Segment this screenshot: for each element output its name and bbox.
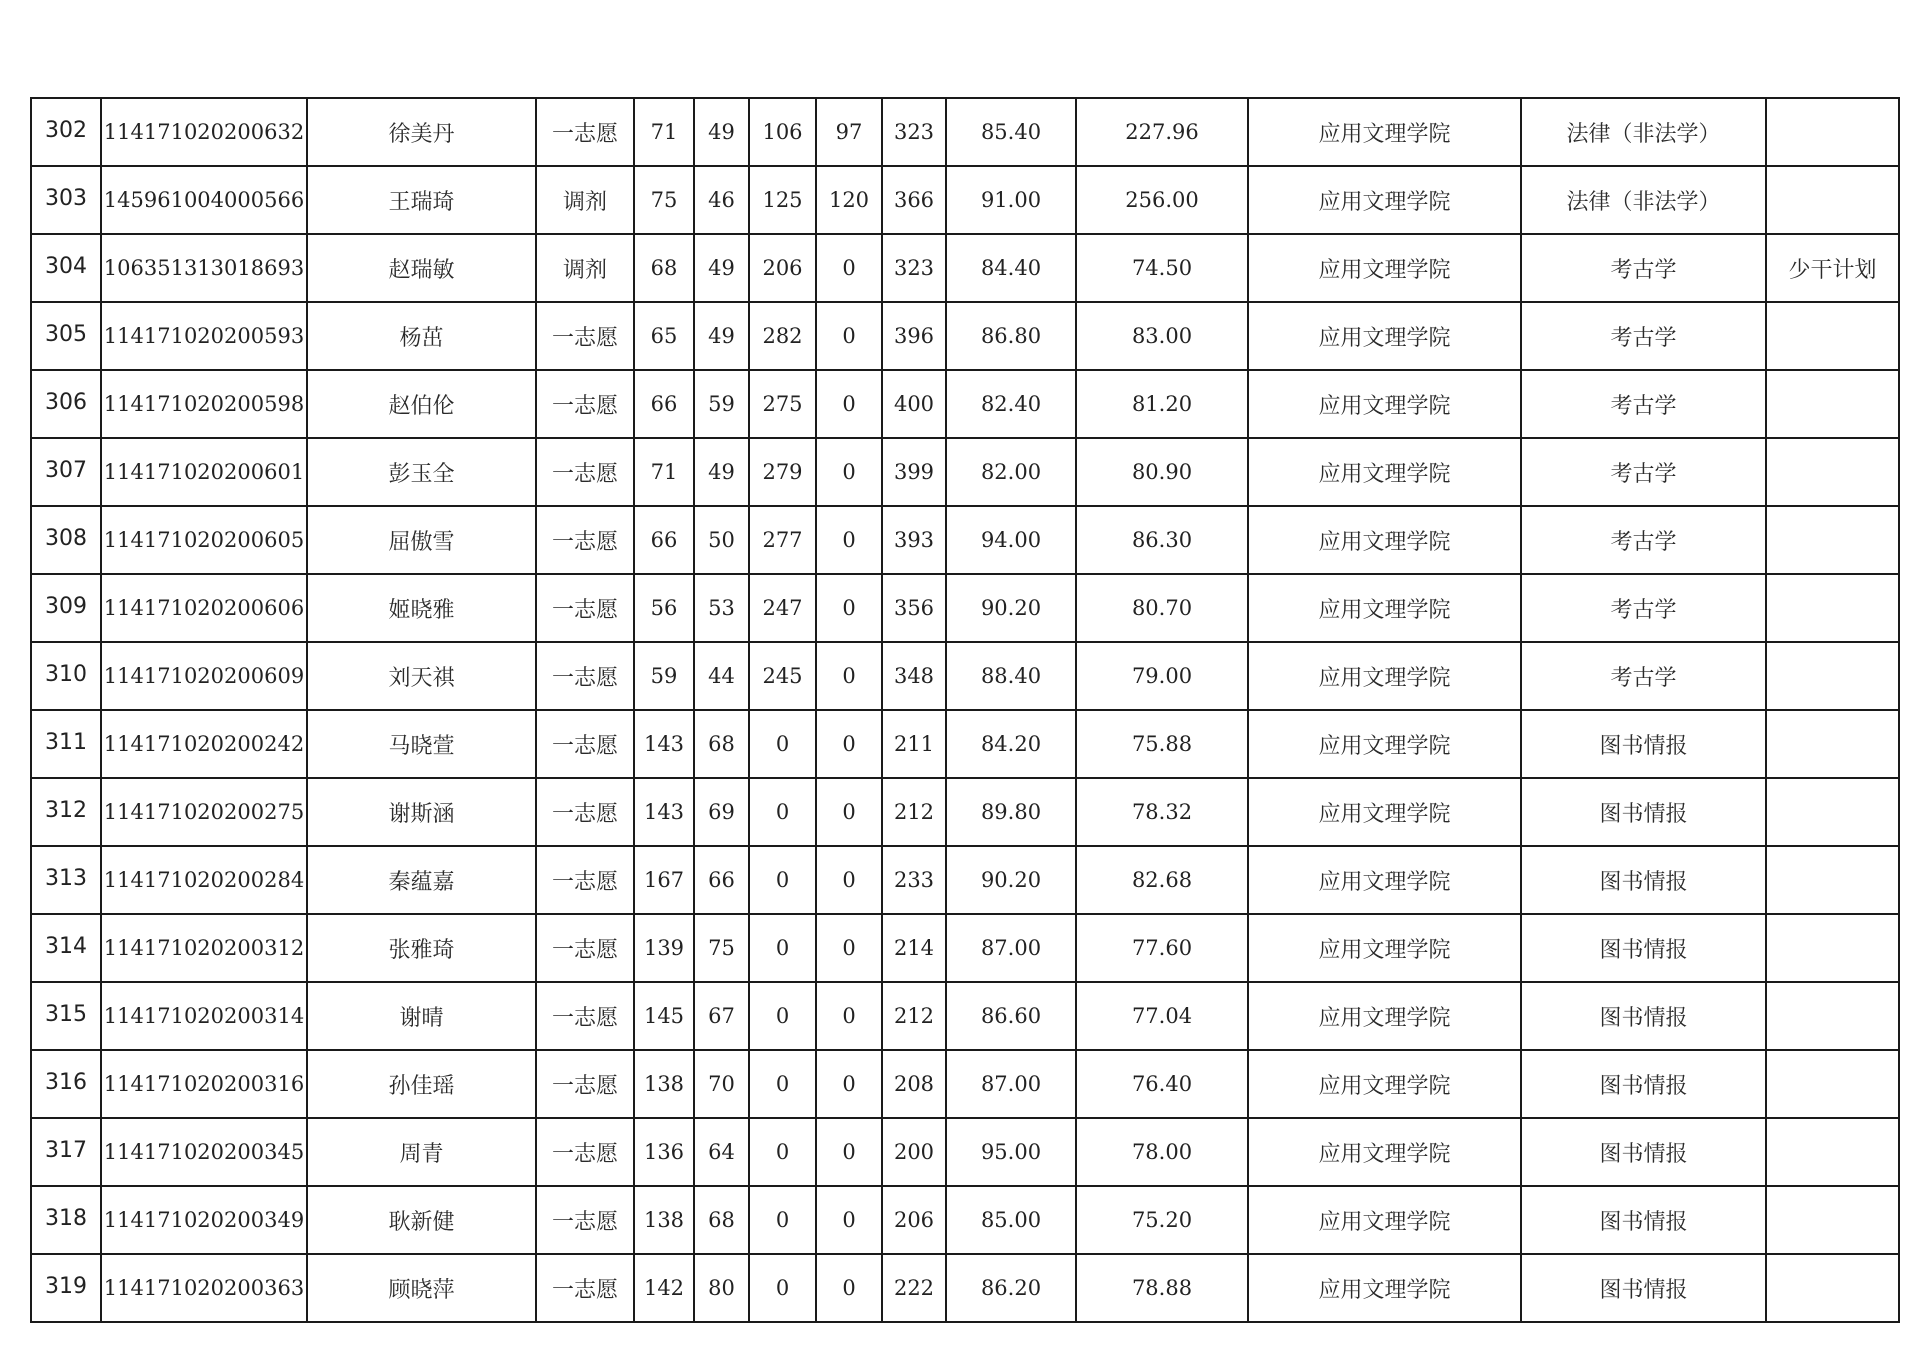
cell-interview-score: 91.00 (946, 166, 1076, 234)
cell-score-4: 0 (816, 234, 882, 302)
cell-score-1: 65 (634, 302, 694, 370)
cell-interview-score: 95.00 (946, 1118, 1076, 1186)
cell-note (1766, 1186, 1899, 1254)
cell-score-1: 71 (634, 438, 694, 506)
cell-score-4: 0 (816, 370, 882, 438)
cell-college: 应用文理学院 (1248, 574, 1521, 642)
table-row (31, 846, 1899, 914)
cell-score-1: 138 (634, 1050, 694, 1118)
cell-score-3: 0 (749, 710, 816, 778)
cell-name: 张雅琦 (307, 914, 536, 982)
cell-exam-id: 114171020200242 (101, 710, 307, 778)
cell-major: 图书情报 (1521, 1050, 1766, 1118)
cell-note (1766, 98, 1899, 166)
cell-college: 应用文理学院 (1248, 914, 1521, 982)
cell-interview-score: 85.40 (946, 98, 1076, 166)
table-row (31, 234, 1899, 302)
cell-score-2: 50 (694, 506, 749, 574)
cell-name: 刘天祺 (307, 642, 536, 710)
cell-name: 屈傲雪 (307, 506, 536, 574)
cell-volunteer: 一志愿 (536, 370, 634, 438)
cell-score-1: 167 (634, 846, 694, 914)
cell-volunteer: 一志愿 (536, 574, 634, 642)
table-row (31, 302, 1899, 370)
table-row (31, 506, 1899, 574)
cell-name: 孙佳瑶 (307, 1050, 536, 1118)
cell-note (1766, 166, 1899, 234)
cell-college: 应用文理学院 (1248, 846, 1521, 914)
cell-volunteer: 一志愿 (536, 98, 634, 166)
cell-exam-id: 145961004000566 (101, 166, 307, 234)
cell-seq: 318 (31, 1186, 101, 1254)
cell-score-1: 71 (634, 98, 694, 166)
cell-volunteer: 调剂 (536, 234, 634, 302)
cell-score-2: 68 (694, 710, 749, 778)
cell-score-2: 53 (694, 574, 749, 642)
cell-exam-id: 114171020200605 (101, 506, 307, 574)
table-body (31, 98, 1899, 1322)
cell-major: 图书情报 (1521, 778, 1766, 846)
cell-final-score: 86.30 (1076, 506, 1248, 574)
cell-total: 208 (882, 1050, 946, 1118)
cell-college: 应用文理学院 (1248, 1186, 1521, 1254)
cell-score-1: 56 (634, 574, 694, 642)
cell-score-2: 80 (694, 1254, 749, 1322)
cell-score-1: 66 (634, 506, 694, 574)
cell-score-3: 277 (749, 506, 816, 574)
cell-college: 应用文理学院 (1248, 1050, 1521, 1118)
cell-final-score: 79.00 (1076, 642, 1248, 710)
cell-total: 323 (882, 98, 946, 166)
cell-volunteer: 一志愿 (536, 642, 634, 710)
cell-college: 应用文理学院 (1248, 438, 1521, 506)
table-row (31, 98, 1899, 166)
cell-final-score: 256.00 (1076, 166, 1248, 234)
cell-score-3: 279 (749, 438, 816, 506)
cell-exam-id: 114171020200316 (101, 1050, 307, 1118)
cell-score-3: 0 (749, 846, 816, 914)
cell-score-3: 206 (749, 234, 816, 302)
cell-major: 考古学 (1521, 370, 1766, 438)
cell-note (1766, 1118, 1899, 1186)
cell-total: 393 (882, 506, 946, 574)
cell-score-1: 75 (634, 166, 694, 234)
cell-final-score: 83.00 (1076, 302, 1248, 370)
cell-total: 212 (882, 778, 946, 846)
cell-total: 399 (882, 438, 946, 506)
cell-score-4: 97 (816, 98, 882, 166)
cell-name: 周青 (307, 1118, 536, 1186)
cell-exam-id: 114171020200275 (101, 778, 307, 846)
cell-note (1766, 914, 1899, 982)
cell-seq: 307 (31, 438, 101, 506)
cell-major: 考古学 (1521, 506, 1766, 574)
cell-major: 图书情报 (1521, 710, 1766, 778)
cell-total: 348 (882, 642, 946, 710)
cell-name: 马晓萱 (307, 710, 536, 778)
cell-interview-score: 90.20 (946, 846, 1076, 914)
cell-volunteer: 一志愿 (536, 1118, 634, 1186)
cell-score-2: 66 (694, 846, 749, 914)
cell-name: 赵瑞敏 (307, 234, 536, 302)
cell-score-2: 44 (694, 642, 749, 710)
cell-note (1766, 1254, 1899, 1322)
table-row (31, 914, 1899, 982)
cell-major: 图书情报 (1521, 914, 1766, 982)
cell-score-1: 136 (634, 1118, 694, 1186)
cell-score-4: 0 (816, 302, 882, 370)
cell-seq: 310 (31, 642, 101, 710)
cell-name: 杨茁 (307, 302, 536, 370)
cell-note (1766, 438, 1899, 506)
cell-score-1: 142 (634, 1254, 694, 1322)
cell-score-4: 0 (816, 778, 882, 846)
cell-college: 应用文理学院 (1248, 1254, 1521, 1322)
cell-score-2: 64 (694, 1118, 749, 1186)
cell-score-1: 66 (634, 370, 694, 438)
cell-score-4: 0 (816, 710, 882, 778)
table-row (31, 166, 1899, 234)
table-row (31, 1186, 1899, 1254)
cell-interview-score: 85.00 (946, 1186, 1076, 1254)
cell-note (1766, 846, 1899, 914)
cell-score-3: 0 (749, 778, 816, 846)
cell-final-score: 77.60 (1076, 914, 1248, 982)
cell-note (1766, 574, 1899, 642)
table-row (31, 574, 1899, 642)
cell-final-score: 78.00 (1076, 1118, 1248, 1186)
cell-volunteer: 一志愿 (536, 302, 634, 370)
cell-seq: 308 (31, 506, 101, 574)
cell-score-3: 106 (749, 98, 816, 166)
cell-major: 考古学 (1521, 574, 1766, 642)
cell-name: 谢晴 (307, 982, 536, 1050)
cell-name: 顾晓萍 (307, 1254, 536, 1322)
cell-major: 图书情报 (1521, 1254, 1766, 1322)
cell-score-2: 67 (694, 982, 749, 1050)
admission-score-table (30, 97, 1900, 1323)
cell-note: 少干计划 (1766, 234, 1899, 302)
cell-note (1766, 982, 1899, 1050)
cell-interview-score: 86.60 (946, 982, 1076, 1050)
cell-major: 考古学 (1521, 234, 1766, 302)
cell-seq: 304 (31, 234, 101, 302)
cell-name: 耿新健 (307, 1186, 536, 1254)
cell-final-score: 78.88 (1076, 1254, 1248, 1322)
cell-final-score: 75.88 (1076, 710, 1248, 778)
cell-seq: 309 (31, 574, 101, 642)
cell-score-2: 49 (694, 234, 749, 302)
cell-major: 图书情报 (1521, 846, 1766, 914)
cell-total: 323 (882, 234, 946, 302)
cell-name: 秦蕴嘉 (307, 846, 536, 914)
cell-note (1766, 506, 1899, 574)
cell-exam-id: 114171020200345 (101, 1118, 307, 1186)
cell-score-2: 49 (694, 438, 749, 506)
cell-score-2: 75 (694, 914, 749, 982)
cell-note (1766, 642, 1899, 710)
cell-exam-id: 114171020200314 (101, 982, 307, 1050)
cell-final-score: 75.20 (1076, 1186, 1248, 1254)
cell-exam-id: 114171020200349 (101, 1186, 307, 1254)
cell-college: 应用文理学院 (1248, 166, 1521, 234)
cell-interview-score: 82.00 (946, 438, 1076, 506)
cell-college: 应用文理学院 (1248, 778, 1521, 846)
cell-interview-score: 90.20 (946, 574, 1076, 642)
cell-seq: 305 (31, 302, 101, 370)
cell-score-2: 46 (694, 166, 749, 234)
cell-exam-id: 106351313018693 (101, 234, 307, 302)
cell-total: 366 (882, 166, 946, 234)
cell-college: 应用文理学院 (1248, 506, 1521, 574)
cell-interview-score: 82.40 (946, 370, 1076, 438)
cell-score-2: 59 (694, 370, 749, 438)
cell-volunteer: 一志愿 (536, 1050, 634, 1118)
cell-total: 396 (882, 302, 946, 370)
cell-score-3: 245 (749, 642, 816, 710)
cell-exam-id: 114171020200632 (101, 98, 307, 166)
cell-volunteer: 一志愿 (536, 982, 634, 1050)
cell-college: 应用文理学院 (1248, 982, 1521, 1050)
cell-final-score: 82.68 (1076, 846, 1248, 914)
cell-seq: 311 (31, 710, 101, 778)
table-row (31, 370, 1899, 438)
cell-college: 应用文理学院 (1248, 302, 1521, 370)
cell-exam-id: 114171020200601 (101, 438, 307, 506)
cell-college: 应用文理学院 (1248, 234, 1521, 302)
cell-score-3: 0 (749, 1050, 816, 1118)
cell-seq: 316 (31, 1050, 101, 1118)
cell-score-3: 247 (749, 574, 816, 642)
cell-major: 图书情报 (1521, 1118, 1766, 1186)
cell-final-score: 80.90 (1076, 438, 1248, 506)
cell-major: 考古学 (1521, 302, 1766, 370)
cell-total: 222 (882, 1254, 946, 1322)
cell-interview-score: 89.80 (946, 778, 1076, 846)
cell-score-3: 0 (749, 1254, 816, 1322)
cell-total: 233 (882, 846, 946, 914)
cell-volunteer: 一志愿 (536, 1254, 634, 1322)
cell-total: 206 (882, 1186, 946, 1254)
cell-final-score: 80.70 (1076, 574, 1248, 642)
cell-name: 赵伯伦 (307, 370, 536, 438)
cell-score-2: 49 (694, 98, 749, 166)
cell-note (1766, 302, 1899, 370)
cell-volunteer: 调剂 (536, 166, 634, 234)
cell-score-3: 282 (749, 302, 816, 370)
cell-seq: 313 (31, 846, 101, 914)
cell-major: 图书情报 (1521, 1186, 1766, 1254)
cell-score-4: 0 (816, 982, 882, 1050)
cell-score-3: 275 (749, 370, 816, 438)
cell-total: 200 (882, 1118, 946, 1186)
cell-seq: 319 (31, 1254, 101, 1322)
cell-score-1: 139 (634, 914, 694, 982)
cell-college: 应用文理学院 (1248, 710, 1521, 778)
table-row (31, 1118, 1899, 1186)
table-row (31, 710, 1899, 778)
cell-name: 谢斯涵 (307, 778, 536, 846)
cell-exam-id: 114171020200606 (101, 574, 307, 642)
cell-major: 法律（非法学） (1521, 98, 1766, 166)
cell-interview-score: 87.00 (946, 1050, 1076, 1118)
cell-name: 徐美丹 (307, 98, 536, 166)
cell-major: 考古学 (1521, 438, 1766, 506)
cell-note (1766, 778, 1899, 846)
cell-major: 图书情报 (1521, 982, 1766, 1050)
cell-score-3: 125 (749, 166, 816, 234)
cell-total: 356 (882, 574, 946, 642)
cell-final-score: 81.20 (1076, 370, 1248, 438)
cell-score-3: 0 (749, 982, 816, 1050)
cell-exam-id: 114171020200363 (101, 1254, 307, 1322)
cell-score-1: 138 (634, 1186, 694, 1254)
cell-seq: 303 (31, 166, 101, 234)
cell-volunteer: 一志愿 (536, 710, 634, 778)
cell-volunteer: 一志愿 (536, 846, 634, 914)
table-row (31, 778, 1899, 846)
cell-score-3: 0 (749, 1118, 816, 1186)
table-row (31, 642, 1899, 710)
cell-total: 211 (882, 710, 946, 778)
cell-interview-score: 86.80 (946, 302, 1076, 370)
cell-note (1766, 1050, 1899, 1118)
cell-volunteer: 一志愿 (536, 506, 634, 574)
cell-exam-id: 114171020200593 (101, 302, 307, 370)
cell-score-1: 145 (634, 982, 694, 1050)
cell-score-1: 59 (634, 642, 694, 710)
cell-volunteer: 一志愿 (536, 914, 634, 982)
cell-final-score: 227.96 (1076, 98, 1248, 166)
cell-seq: 302 (31, 98, 101, 166)
cell-major: 法律（非法学） (1521, 166, 1766, 234)
cell-score-4: 0 (816, 1254, 882, 1322)
cell-score-1: 68 (634, 234, 694, 302)
cell-college: 应用文理学院 (1248, 370, 1521, 438)
cell-seq: 315 (31, 982, 101, 1050)
cell-exam-id: 114171020200598 (101, 370, 307, 438)
cell-exam-id: 114171020200284 (101, 846, 307, 914)
cell-score-2: 70 (694, 1050, 749, 1118)
cell-seq: 314 (31, 914, 101, 982)
cell-score-4: 0 (816, 846, 882, 914)
cell-note (1766, 710, 1899, 778)
cell-seq: 317 (31, 1118, 101, 1186)
cell-seq: 306 (31, 370, 101, 438)
cell-interview-score: 84.20 (946, 710, 1076, 778)
cell-name: 王瑞琦 (307, 166, 536, 234)
table-row (31, 438, 1899, 506)
cell-score-2: 68 (694, 1186, 749, 1254)
cell-interview-score: 94.00 (946, 506, 1076, 574)
cell-college: 应用文理学院 (1248, 1118, 1521, 1186)
cell-volunteer: 一志愿 (536, 438, 634, 506)
cell-score-3: 0 (749, 914, 816, 982)
cell-major: 考古学 (1521, 642, 1766, 710)
cell-score-1: 143 (634, 710, 694, 778)
cell-score-4: 120 (816, 166, 882, 234)
cell-note (1766, 370, 1899, 438)
cell-seq: 312 (31, 778, 101, 846)
cell-score-2: 69 (694, 778, 749, 846)
cell-total: 212 (882, 982, 946, 1050)
cell-score-4: 0 (816, 642, 882, 710)
cell-score-2: 49 (694, 302, 749, 370)
cell-score-1: 143 (634, 778, 694, 846)
cell-final-score: 77.04 (1076, 982, 1248, 1050)
cell-interview-score: 86.20 (946, 1254, 1076, 1322)
cell-final-score: 76.40 (1076, 1050, 1248, 1118)
cell-score-4: 0 (816, 914, 882, 982)
cell-volunteer: 一志愿 (536, 1186, 634, 1254)
cell-total: 214 (882, 914, 946, 982)
cell-score-4: 0 (816, 506, 882, 574)
cell-interview-score: 87.00 (946, 914, 1076, 982)
cell-college: 应用文理学院 (1248, 98, 1521, 166)
cell-final-score: 74.50 (1076, 234, 1248, 302)
cell-name: 姬晓雅 (307, 574, 536, 642)
cell-exam-id: 114171020200609 (101, 642, 307, 710)
cell-final-score: 78.32 (1076, 778, 1248, 846)
cell-score-3: 0 (749, 1186, 816, 1254)
cell-score-4: 0 (816, 438, 882, 506)
table-row (31, 982, 1899, 1050)
cell-total: 400 (882, 370, 946, 438)
cell-name: 彭玉全 (307, 438, 536, 506)
cell-score-4: 0 (816, 574, 882, 642)
cell-score-4: 0 (816, 1118, 882, 1186)
cell-exam-id: 114171020200312 (101, 914, 307, 982)
cell-interview-score: 88.40 (946, 642, 1076, 710)
cell-score-4: 0 (816, 1050, 882, 1118)
cell-volunteer: 一志愿 (536, 778, 634, 846)
cell-college: 应用文理学院 (1248, 642, 1521, 710)
table-row (31, 1050, 1899, 1118)
cell-interview-score: 84.40 (946, 234, 1076, 302)
table-row (31, 1254, 1899, 1322)
cell-score-4: 0 (816, 1186, 882, 1254)
